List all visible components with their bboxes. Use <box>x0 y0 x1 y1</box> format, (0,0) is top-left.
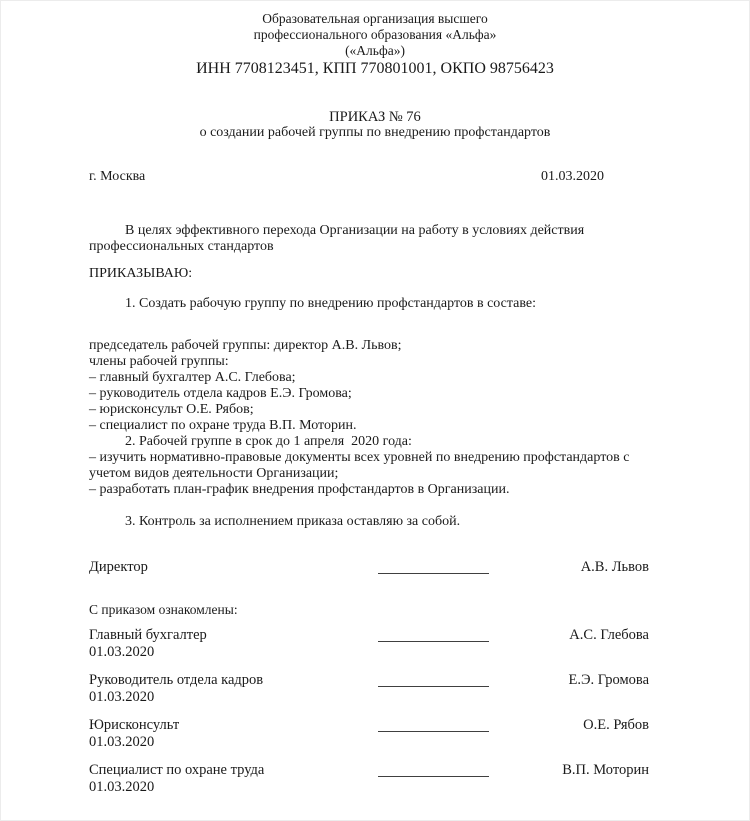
signature-name: А.В. Львов <box>580 559 649 575</box>
signature-date: 01.03.2020 <box>89 779 155 795</box>
group-member-line: – специалист по охране труда В.П. Моторин. <box>89 418 357 433</box>
acknowledged-signature-row <box>89 762 649 796</box>
org-requisites: ИНН 7708123451, КПП 770801001, ОКПО 98756423 <box>196 60 554 77</box>
place-date-row <box>89 169 661 185</box>
group-member-line: – юрисконсульт О.Е. Рябов; <box>89 402 254 417</box>
acknowledged-signature-row <box>89 717 649 751</box>
acknowledged-rows <box>89 627 661 796</box>
group-member-line: председатель рабочей группы: директор А.В. Львов; <box>89 338 402 353</box>
group-member-line: – руководитель отдела кадров Е.Э. Громова; <box>89 386 352 401</box>
order-item-1: 1. Создать рабочую группу по внедрению профстандартов в составе: <box>125 296 537 311</box>
acknowledged-signature-row <box>89 627 649 661</box>
signature-date: 01.03.2020 <box>89 734 155 750</box>
order-word: ПРИКАЗЫВАЮ: <box>89 266 193 281</box>
signature-name: В.П. Моторин <box>562 762 649 778</box>
signature-title: Юрисконсульт <box>89 717 180 733</box>
group-member-line: – главный бухгалтер А.С. Глебова; <box>89 370 296 385</box>
signature-title: Главный бухгалтер <box>89 627 207 643</box>
signatures-section <box>89 559 661 796</box>
order-title-block <box>89 109 661 141</box>
signature-line <box>378 627 489 642</box>
signature-line <box>378 559 489 574</box>
acknowledged-signature-row <box>89 672 649 706</box>
org-name-line: профессионального образования «Альфа» <box>253 27 497 42</box>
signature-title: Руководитель отдела кадров <box>89 672 264 688</box>
signature-name: О.Е. Рябов <box>583 717 649 733</box>
group-member-line: члены рабочей группы: <box>89 354 229 369</box>
order-item-2-task: – изучить нормативно-правовые документы всех уровней по внедрению профстандартов с учетом видов деятельности Организации; <box>89 450 633 481</box>
signature-name: Е.Э. Громова <box>568 672 649 688</box>
signature-title: Директор <box>89 559 148 575</box>
org-header <box>89 11 661 78</box>
acknowledged-heading: С приказом ознакомлены: <box>89 602 238 617</box>
signature-title: Специалист по охране труда <box>89 762 265 778</box>
order-item-2: 2. Рабочей группе в срок до 1 апреля 2020 года: <box>125 434 412 449</box>
order-item-2-task: – разработать план-график внедрения профстандартов в Организации. <box>89 482 510 497</box>
org-name-line: Образовательная организация высшего <box>262 11 488 26</box>
signature-line <box>378 717 489 732</box>
org-short-name-line: («Альфа») <box>345 43 405 58</box>
director-signature-row <box>89 559 649 576</box>
signature-name: А.С. Глебова <box>569 627 649 643</box>
signature-date: 01.03.2020 <box>89 689 155 705</box>
city-label: г. Москва <box>89 169 146 184</box>
working-group-list <box>89 338 661 434</box>
signature-date: 01.03.2020 <box>89 644 155 660</box>
order-item-3: 3. Контроль за исполнением приказа оставляю за собой. <box>125 514 461 529</box>
order-date: 01.03.2020 <box>541 169 604 184</box>
preamble-paragraph: В целях эффективного перехода Организации на работу в условиях действия профессиональных стандартов <box>89 223 588 254</box>
order-subtitle: о создании рабочей группы по внедрению профстандартов <box>199 125 551 140</box>
order-title: ПРИКАЗ № 76 <box>329 109 421 125</box>
signature-line <box>378 762 489 777</box>
signature-line <box>378 672 489 687</box>
